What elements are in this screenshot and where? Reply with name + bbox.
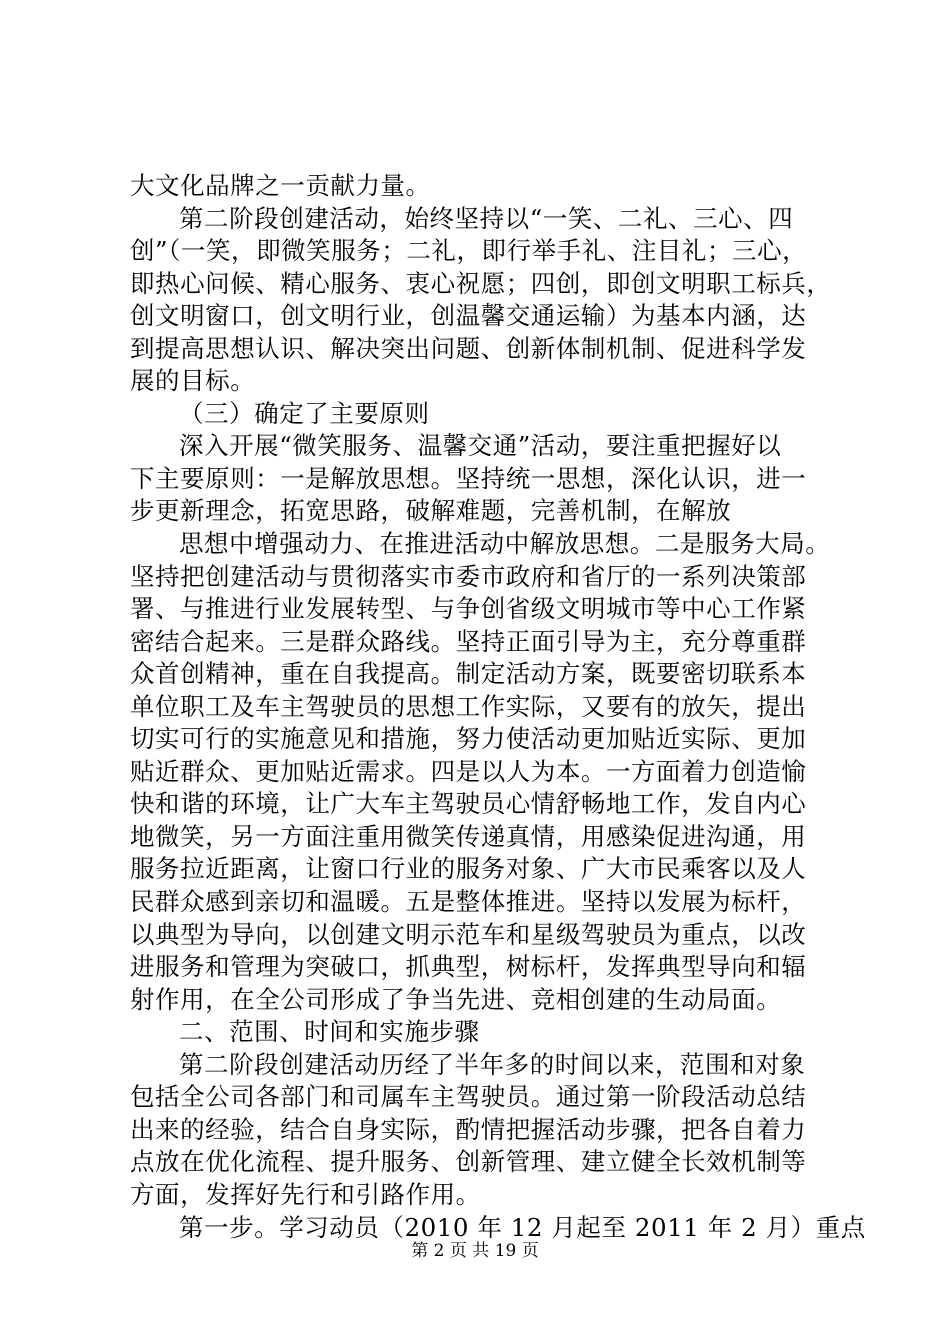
text-line: 众首创精神，重在自我提高。制定活动方案，既要密切联系本 xyxy=(130,659,807,689)
text-line: （三）确定了主要原则 xyxy=(179,398,430,428)
text-line: 下主要原则：一是解放思想。坚持统一思想，深化认识，进一 xyxy=(130,463,807,493)
text-line: 第一步。学习动员（2010 年 12 月起至 2011 年 2 月）重点 xyxy=(179,1212,866,1242)
text-line: 深入开展“微笑服务、温馨交通”活动，要注重把握好以 xyxy=(179,431,782,461)
text-line: 射作用，在全公司形成了争当先进、竞相创建的生动局面。 xyxy=(130,984,782,1014)
page-footer: 第 2 页 共 19 页 xyxy=(411,1241,539,1261)
text-line: 单位职工及车主驾驶员的思想工作实际，又要有的放矢，提出 xyxy=(130,691,807,721)
text-line: 创”（一笑，即微笑服务；二礼，即行举手礼、注目礼；三心， xyxy=(130,236,808,266)
text-line: 到提高思想认识、解决突出问题、创新体制机制、促进科学发 xyxy=(130,333,807,363)
text-line: 快和谐的环境，让广大车主驾驶员心情舒畅地工作，发自内心 xyxy=(130,789,807,819)
text-line: 以典型为导向，以创建文明示范车和星级驾驶员为重点，以改 xyxy=(130,919,807,949)
text-line: 密结合起来。三是群众路线。坚持正面引导为主，充分尊重群 xyxy=(130,626,807,656)
text-line: 服务拉近距离，让窗口行业的服务对象、广大市民乘客以及人 xyxy=(130,854,807,884)
text-line: 即热心问候、精心服务、衷心祝愿；四创，即创文明职工标兵， xyxy=(130,268,832,298)
text-line: 二、范围、时间和实施步骤 xyxy=(179,1017,480,1047)
text-line: 切实可行的实施意见和措施，努力使活动更加贴近实际、更加 xyxy=(130,724,807,754)
text-line: 第二阶段创建活动历经了半年多的时间以来，范围和对象 xyxy=(179,1049,806,1079)
text-line: 方面，发挥好先行和引路作用。 xyxy=(130,1179,481,1209)
text-line: 展的目标。 xyxy=(130,366,256,396)
text-line: 进服务和管理为突破口，抓典型，树标杆，发挥典型导向和辐 xyxy=(130,952,807,982)
text-line: 创文明窗口，创文明行业，创温馨交通运输）为基本内涵，达 xyxy=(130,301,807,331)
text-line: 点放在优化流程、提升服务、创新管理、建立健全长效机制等 xyxy=(130,1147,807,1177)
text-line: 贴近群众、更加贴近需求。四是以人为本。一方面着力创造愉 xyxy=(130,756,807,786)
text-line: 包括全公司各部门和司属车主驾驶员。通过第一阶段活动总结 xyxy=(130,1082,807,1112)
text-line: 署、与推进行业发展转型、与争创省级文明城市等中心工作紧 xyxy=(130,594,807,624)
text-line: 地微笑，另一方面注重用微笑传递真情，用感染促进沟通，用 xyxy=(130,821,807,851)
text-line: 民群众感到亲切和温暖。五是整体推进。坚持以发展为标杆， xyxy=(130,887,807,917)
document-body xyxy=(130,170,866,1244)
text-line: 出来的经验，结合自身实际，酌情把握活动步骤，把各自着力 xyxy=(130,1114,807,1144)
text-line: 思想中增强动力、在推进活动中解放思想。二是服务大局。 xyxy=(179,529,831,559)
text-line: 坚持把创建活动与贯彻落实市委市政府和省厅的一系列决策部 xyxy=(130,561,807,591)
text-line: 大文化品牌之一贡献力量。 xyxy=(130,171,431,200)
text-line: 第二阶段创建活动，始终坚持以“一笑、二礼、三心、四 xyxy=(179,203,794,233)
text-line: 步更新理念，拓宽思路，破解难题，完善机制，在解放 xyxy=(130,496,732,526)
